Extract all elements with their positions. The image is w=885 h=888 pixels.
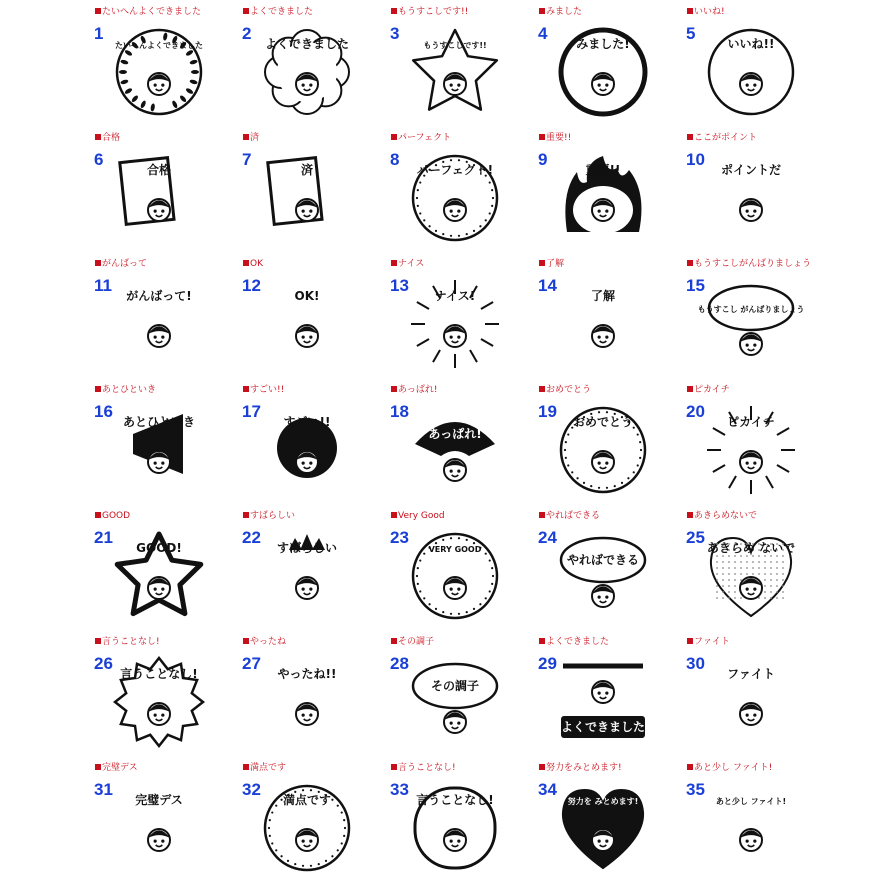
- stamp-illustration-icon: [113, 782, 205, 874]
- stamp-title: [95, 636, 160, 648]
- stamp-illustration-icon: [697, 278, 805, 370]
- stamp-title: [95, 762, 138, 774]
- stamp-caption: OK!: [294, 289, 320, 303]
- stamp-title-text: 満点です: [250, 763, 287, 773]
- stamp-illustration-icon: [113, 152, 205, 244]
- stamp-number: 20: [686, 402, 705, 421]
- bullet-square-icon: [391, 134, 397, 140]
- stamp-number: 30: [686, 654, 705, 673]
- stamp-number: 19: [538, 402, 557, 421]
- stamp-item[interactable]: [241, 6, 389, 132]
- bullet-square-icon: [687, 386, 693, 392]
- stamp-number: 24: [538, 528, 557, 547]
- stamp-title: [539, 132, 571, 144]
- stamp-illustration-icon: [409, 26, 501, 118]
- stamp-title-text: すごい!!: [250, 385, 285, 395]
- stamp-caption: たいへんよくできました: [115, 41, 203, 50]
- stamp-number: 8: [390, 150, 400, 169]
- stamp-catalog-grid: [93, 6, 833, 885]
- stamp-item[interactable]: [389, 132, 537, 258]
- stamp-caption: 言うことなし!: [120, 667, 198, 681]
- stamp-illustration-icon: [557, 782, 649, 874]
- stamp-title-text: その調子: [398, 637, 435, 647]
- stamp-number: 2: [242, 24, 252, 43]
- stamp-title: [391, 510, 445, 522]
- stamp-item[interactable]: [537, 384, 685, 510]
- stamp-title: [391, 258, 424, 270]
- stamp-caption: みました!: [576, 37, 630, 51]
- stamp-title-text: ピカイチ: [694, 385, 730, 395]
- stamp-number: 26: [94, 654, 113, 673]
- stamp-illustration-icon: [705, 26, 797, 118]
- stamp-image[interactable]: [113, 656, 205, 748]
- bullet-square-icon: [539, 764, 545, 770]
- stamp-title-text: ナイス: [398, 259, 425, 269]
- bullet-square-icon: [243, 8, 249, 14]
- stamp-number: 1: [94, 24, 104, 43]
- stamp-caption: ナイス!: [434, 289, 476, 303]
- bullet-square-icon: [391, 386, 397, 392]
- stamp-title-text: もうすこしです!!: [398, 7, 469, 17]
- stamp-illustration-icon: [261, 530, 353, 622]
- stamp-title: [95, 384, 156, 396]
- stamp-number: 11: [94, 276, 112, 295]
- bullet-square-icon: [687, 512, 693, 518]
- stamp-title-text: おめでとう: [546, 385, 592, 395]
- stamp-number: 28: [390, 654, 409, 673]
- stamp-caption: 満点です: [282, 793, 332, 807]
- bullet-square-icon: [95, 512, 101, 518]
- stamp-title-text: 合格: [102, 133, 121, 143]
- stamp-title-text: あとひといき: [102, 385, 157, 395]
- stamp-caption: よくできました: [560, 720, 646, 734]
- stamp-title: [243, 6, 313, 18]
- stamp-item[interactable]: [537, 6, 685, 132]
- stamp-image[interactable]: [705, 782, 797, 874]
- stamp-number: 32: [242, 780, 261, 799]
- bullet-square-icon: [243, 638, 249, 644]
- stamp-caption: あとひといき: [122, 415, 196, 429]
- stamp-title-text: たいへんよくできました: [102, 7, 202, 17]
- stamp-number: 4: [538, 24, 548, 43]
- stamp-caption: VERY GOOD: [428, 545, 482, 554]
- stamp-title-text: いいね!: [694, 7, 725, 17]
- stamp-illustration-icon: [557, 656, 649, 748]
- stamp-title-text: あっぱれ!: [398, 385, 438, 395]
- bullet-square-icon: [95, 386, 101, 392]
- stamp-title-text: 重要!!: [546, 133, 572, 143]
- stamp-caption: 言うことなし!: [416, 793, 494, 807]
- stamp-item[interactable]: [241, 762, 389, 888]
- stamp-item[interactable]: [537, 132, 685, 258]
- stamp-item[interactable]: [93, 6, 241, 132]
- stamp-number: 33: [390, 780, 409, 799]
- stamp-caption: がんばって!: [126, 289, 192, 303]
- stamp-illustration-icon: [261, 782, 353, 874]
- bullet-square-icon: [687, 260, 693, 266]
- bullet-square-icon: [687, 134, 693, 140]
- stamp-caption: 完璧デス: [135, 793, 183, 807]
- stamp-item[interactable]: [389, 258, 537, 384]
- stamp-illustration-icon: [409, 656, 501, 748]
- stamp-item[interactable]: [685, 258, 833, 384]
- stamp-illustration-icon: [113, 530, 205, 622]
- stamp-item[interactable]: [93, 510, 241, 636]
- stamp-image[interactable]: [409, 530, 501, 622]
- stamp-title: [687, 6, 725, 18]
- stamp-title-text: 済: [250, 133, 260, 143]
- stamp-caption: その調子: [430, 679, 480, 693]
- stamp-image[interactable]: [261, 26, 353, 118]
- stamp-number: 10: [686, 150, 705, 169]
- stamp-title: [539, 6, 582, 18]
- stamp-image[interactable]: [261, 152, 353, 244]
- stamp-illustration-icon: [705, 530, 797, 622]
- stamp-title: [539, 636, 609, 648]
- bullet-square-icon: [243, 260, 249, 266]
- stamp-number: 35: [686, 780, 705, 799]
- stamp-caption: パーフェクト!: [416, 163, 494, 177]
- stamp-item[interactable]: [93, 636, 241, 762]
- stamp-illustration-icon: [261, 656, 353, 748]
- stamp-item[interactable]: [685, 762, 833, 888]
- stamp-title: [687, 636, 730, 648]
- stamp-title: [391, 636, 434, 648]
- stamp-number: 25: [686, 528, 705, 547]
- stamp-title-text: OK: [250, 259, 263, 269]
- stamp-illustration-icon: [261, 26, 353, 118]
- stamp-image[interactable]: [705, 26, 797, 118]
- stamp-title-text: Very Good: [398, 511, 445, 521]
- stamp-number: 9: [538, 150, 548, 169]
- stamp-illustration-icon: [705, 656, 797, 748]
- stamp-number: 18: [390, 402, 409, 421]
- stamp-number: 21: [94, 528, 113, 547]
- stamp-illustration-icon: [557, 278, 649, 370]
- stamp-image[interactable]: [261, 404, 353, 496]
- stamp-caption: 重要!!: [585, 163, 621, 177]
- bullet-square-icon: [95, 134, 101, 140]
- stamp-caption: すばらしい: [276, 541, 338, 555]
- stamp-illustration-icon: [705, 404, 797, 496]
- stamp-image[interactable]: [409, 26, 501, 118]
- stamp-title: [539, 762, 622, 774]
- stamp-caption: あと少し ファイト!: [715, 797, 787, 806]
- stamp-title-text: やったね: [250, 637, 287, 647]
- bullet-square-icon: [539, 386, 545, 392]
- stamp-illustration-icon: [557, 152, 649, 244]
- stamp-title-text: がんばって: [102, 259, 148, 269]
- stamp-illustration-icon: [557, 404, 649, 496]
- stamp-title: [391, 762, 456, 774]
- stamp-title: [391, 6, 468, 18]
- stamp-item[interactable]: [685, 132, 833, 258]
- stamp-illustration-icon: [113, 26, 205, 118]
- stamp-caption: もうすこしです!!: [423, 41, 487, 50]
- stamp-title-text: 了解: [546, 259, 565, 269]
- stamp-title-text: 言うことなし!: [102, 637, 160, 647]
- stamp-title: [243, 132, 259, 144]
- stamp-title: [243, 510, 295, 522]
- stamp-image[interactable]: [705, 152, 797, 244]
- stamp-caption: 了解: [590, 289, 616, 303]
- stamp-caption: すごい!!: [283, 415, 331, 429]
- stamp-number: 3: [390, 24, 400, 43]
- stamp-caption: ポイントだ: [720, 163, 782, 177]
- stamp-illustration-icon: [261, 404, 353, 496]
- stamp-image[interactable]: [113, 530, 205, 622]
- stamp-item[interactable]: [537, 258, 685, 384]
- stamp-caption: ピカイチ: [727, 415, 775, 429]
- bullet-square-icon: [539, 638, 545, 644]
- stamp-image[interactable]: [113, 26, 205, 118]
- stamp-number: 5: [686, 24, 696, 43]
- bullet-square-icon: [243, 386, 249, 392]
- stamp-number: 23: [390, 528, 409, 547]
- stamp-caption: いいね!!: [727, 37, 775, 51]
- stamp-item[interactable]: [241, 636, 389, 762]
- stamp-title-text: やればできる: [546, 511, 601, 521]
- stamp-number: 29: [538, 654, 557, 673]
- stamp-item[interactable]: [537, 636, 685, 762]
- bullet-square-icon: [243, 764, 249, 770]
- stamp-illustration-icon: [113, 656, 205, 748]
- stamp-title-text: あきらめないで: [694, 511, 758, 521]
- stamp-image[interactable]: [557, 530, 649, 622]
- stamp-number: 27: [242, 654, 261, 673]
- stamp-image[interactable]: [409, 152, 501, 244]
- stamp-image[interactable]: [409, 278, 501, 370]
- stamp-item[interactable]: [241, 510, 389, 636]
- bullet-square-icon: [95, 260, 101, 266]
- stamp-caption: 努力を みとめます!: [567, 797, 639, 806]
- stamp-caption: あっぱれ!: [428, 427, 482, 441]
- stamp-image[interactable]: [557, 26, 649, 118]
- bullet-square-icon: [539, 260, 545, 266]
- stamp-title-text: すばらしい: [250, 511, 296, 521]
- stamp-item[interactable]: [93, 762, 241, 888]
- stamp-image[interactable]: [261, 530, 353, 622]
- stamp-item[interactable]: [685, 384, 833, 510]
- bullet-square-icon: [95, 764, 101, 770]
- stamp-image[interactable]: [409, 656, 501, 748]
- stamp-image[interactable]: [557, 278, 649, 370]
- stamp-item[interactable]: [685, 6, 833, 132]
- stamp-title: [687, 258, 811, 270]
- stamp-number: 14: [538, 276, 557, 295]
- stamp-image[interactable]: [705, 404, 797, 496]
- stamp-title: [687, 762, 772, 774]
- stamp-illustration-icon: [409, 404, 501, 496]
- stamp-caption: やったね!!: [277, 667, 337, 681]
- stamp-title-text: 言うことなし!: [398, 763, 456, 773]
- stamp-item[interactable]: [389, 510, 537, 636]
- stamp-item[interactable]: [93, 258, 241, 384]
- stamp-title: [95, 258, 147, 270]
- stamp-caption: よくできました: [264, 37, 350, 51]
- stamp-title: [95, 6, 201, 18]
- stamp-item[interactable]: [685, 510, 833, 636]
- bullet-square-icon: [539, 134, 545, 140]
- stamp-caption: おめでとう: [572, 415, 634, 429]
- stamp-title: [95, 510, 130, 522]
- stamp-item[interactable]: [389, 636, 537, 762]
- stamp-item[interactable]: [93, 132, 241, 258]
- stamp-title-text: 完璧デス: [102, 763, 138, 773]
- stamp-caption: GOOD!: [136, 541, 182, 555]
- stamp-title: [243, 762, 286, 774]
- stamp-image[interactable]: [113, 152, 205, 244]
- bullet-square-icon: [687, 764, 693, 770]
- stamp-caption: やればできる: [566, 553, 640, 567]
- stamp-caption: もうすこし がんばりましょう: [697, 305, 805, 314]
- stamp-illustration-icon: [113, 404, 205, 496]
- stamp-title-text: もうすこしがんばりましょう: [694, 259, 812, 269]
- stamp-title: [243, 636, 286, 648]
- stamp-item[interactable]: [241, 258, 389, 384]
- stamp-title: [391, 132, 451, 144]
- stamp-title: [687, 510, 757, 522]
- stamp-illustration-icon: [261, 278, 353, 370]
- stamp-number: 17: [242, 402, 261, 421]
- bullet-square-icon: [391, 512, 397, 518]
- stamp-item[interactable]: [389, 762, 537, 888]
- stamp-title: [539, 510, 600, 522]
- stamp-title: [687, 132, 757, 144]
- stamp-item[interactable]: [537, 762, 685, 888]
- bullet-square-icon: [391, 764, 397, 770]
- stamp-title-text: ファイト: [694, 637, 730, 647]
- bullet-square-icon: [95, 8, 101, 14]
- stamp-number: 15: [686, 276, 705, 295]
- stamp-illustration-icon: [261, 152, 353, 244]
- stamp-title: [243, 258, 263, 270]
- bullet-square-icon: [687, 638, 693, 644]
- stamp-item[interactable]: [241, 384, 389, 510]
- stamp-title-text: パーフェクト: [398, 133, 452, 143]
- stamp-illustration-icon: [409, 530, 501, 622]
- stamp-title-text: みました: [546, 7, 583, 17]
- bullet-square-icon: [391, 8, 397, 14]
- stamp-title-text: GOOD: [102, 511, 131, 521]
- stamp-illustration-icon: [705, 782, 797, 874]
- stamp-title: [243, 384, 284, 396]
- stamp-title: [539, 384, 591, 396]
- stamp-number: 13: [390, 276, 409, 295]
- stamp-image[interactable]: [697, 278, 805, 370]
- bullet-square-icon: [539, 512, 545, 518]
- stamp-image[interactable]: [113, 782, 205, 874]
- stamp-image[interactable]: [705, 530, 797, 622]
- stamp-illustration-icon: [705, 152, 797, 244]
- stamp-illustration-icon: [409, 152, 501, 244]
- stamp-title: [539, 258, 564, 270]
- stamp-image[interactable]: [409, 782, 501, 874]
- stamp-item[interactable]: [537, 510, 685, 636]
- stamp-title-text: よくできました: [250, 7, 314, 17]
- stamp-image[interactable]: [557, 656, 649, 748]
- stamp-item[interactable]: [389, 384, 537, 510]
- stamp-number: 12: [242, 276, 261, 295]
- stamp-title-text: あと少し ファイト!: [694, 763, 773, 773]
- bullet-square-icon: [391, 638, 397, 644]
- stamp-title: [95, 132, 120, 144]
- stamp-image[interactable]: [113, 278, 205, 370]
- stamp-item[interactable]: [93, 384, 241, 510]
- stamp-illustration-icon: [409, 782, 501, 874]
- bullet-square-icon: [243, 134, 249, 140]
- stamp-title: [391, 384, 438, 396]
- stamp-image[interactable]: [557, 404, 649, 496]
- stamp-caption: 済: [300, 163, 314, 177]
- stamp-image[interactable]: [557, 152, 649, 244]
- stamp-image[interactable]: [557, 782, 649, 874]
- stamp-title-text: よくできました: [546, 637, 610, 647]
- stamp-illustration-icon: [557, 26, 649, 118]
- stamp-item[interactable]: [685, 636, 833, 762]
- stamp-number: 22: [242, 528, 261, 547]
- stamp-number: 6: [94, 150, 104, 169]
- stamp-caption: ファイト: [727, 667, 775, 681]
- stamp-illustration-icon: [409, 278, 501, 370]
- stamp-image[interactable]: [705, 656, 797, 748]
- bullet-square-icon: [687, 8, 693, 14]
- stamp-illustration-icon: [557, 530, 649, 622]
- bullet-square-icon: [95, 638, 101, 644]
- stamp-caption: 合格: [146, 163, 172, 177]
- stamp-item[interactable]: [241, 132, 389, 258]
- stamp-number: 31: [94, 780, 113, 799]
- stamp-illustration-icon: [113, 278, 205, 370]
- stamp-title-text: 努力をみとめます!: [546, 763, 622, 773]
- stamp-item[interactable]: [389, 6, 537, 132]
- stamp-title-text: ここがポイント: [694, 133, 758, 143]
- stamp-image[interactable]: [261, 656, 353, 748]
- stamp-image[interactable]: [261, 782, 353, 874]
- stamp-image[interactable]: [409, 404, 501, 496]
- bullet-square-icon: [243, 512, 249, 518]
- bullet-square-icon: [539, 8, 545, 14]
- stamp-number: 7: [242, 150, 252, 169]
- stamp-image[interactable]: [261, 278, 353, 370]
- stamp-number: 16: [94, 402, 113, 421]
- stamp-number: 34: [538, 780, 557, 799]
- stamp-title: [687, 384, 730, 396]
- bullet-square-icon: [391, 260, 397, 266]
- stamp-caption: あきらめ ないで: [706, 541, 796, 555]
- stamp-image[interactable]: [113, 404, 205, 496]
